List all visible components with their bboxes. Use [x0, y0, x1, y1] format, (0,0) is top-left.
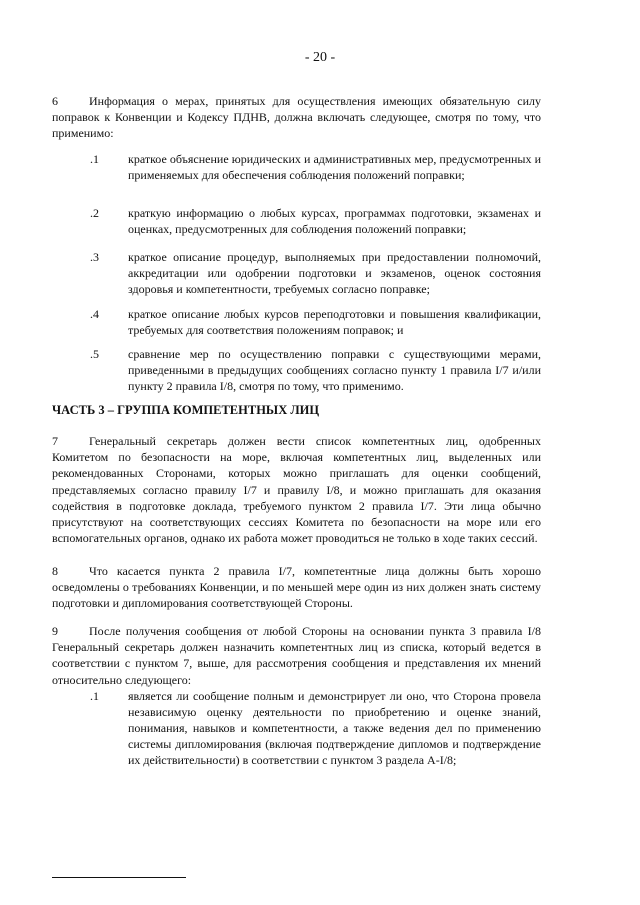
list-item	[90, 205, 541, 237]
list-item	[90, 306, 541, 338]
paragraph-number: 8	[52, 564, 58, 578]
list-item-number: .3	[90, 250, 99, 264]
list-item-text: краткое описание любых курсов переподготовки и повышения квалификации, требуемых для соответствия положениям поправок; и	[128, 307, 541, 337]
list-item-text: сравнение мер по осуществлению поправки с существующими мерами, приведенными в предыдущих сообщениях согласно пункту 1 правила I/7 и/или пункту 2 правила I/8, смотря по тому, что применимо.	[128, 347, 541, 393]
list-item-number: .2	[90, 206, 99, 220]
list-item-text: краткое объяснение юридических и административных мер, предусмотренных и применяемых для обеспечения соблюдения положений поправки;	[128, 152, 541, 182]
list-item-number: .5	[90, 347, 99, 361]
paragraph-text: Генеральный секретарь должен вести список компетентных лиц, одобренных Комитетом по безопасности на море, включая компетентных лиц, выделенных или рекомендованных Сторонами, которых можно приглашать для оценки сообщений, представляемых согласно правилу I/7 и правилу I/8, и можно приглашать для оказания содействия в подготовке доклада, требуемого пунктом 2 правила I/7. Эти лица обычно присутствуют на соответствующих сессиях Комитета по безопасности на море или его вспомогательных органов, однако их работа может проводиться не только в ходе таких сессий.	[52, 434, 541, 546]
paragraph-9	[52, 623, 541, 688]
list-item-text: является ли сообщение полным и демонстрирует ли оно, что Сторона провела независимую оценку деятельности по приобретению и оценке знаний, понимания, навыков и компетентности, а также ведения дел по применению системы дипломирования (включая подтверждение дипломов и подтверждение их действительности) в соответствии с пунктом 3 раздела A-I/8;	[128, 689, 541, 767]
paragraph-text: После получения сообщения от любой Стороны на основании пункта 3 правила I/8 Генеральный секретарь должен назначить компетентных лиц из списка, который ведется в соответствии с пунктом 7, выше, для рассмотрения сообщения и представления их мнений относительно следующего:	[52, 624, 541, 687]
list-item	[90, 151, 541, 183]
list-item	[90, 346, 541, 394]
paragraph-number: 6	[52, 94, 58, 108]
list-item-number: .1	[90, 152, 99, 166]
page-number: - 20 -	[304, 50, 336, 65]
list-item-number: .4	[90, 307, 99, 321]
list-item-number: .1	[90, 689, 99, 703]
paragraph-number: 9	[52, 624, 58, 638]
footer-rule	[52, 877, 186, 878]
paragraph-text: Что касается пункта 2 правила I/7, компетентные лица должны быть хорошо осведомлены о требованиях Конвенции, и по меньшей мере один из них должен знать систему подготовки и дипломирования соответствующей Стороны.	[52, 564, 541, 611]
paragraph-7	[52, 433, 541, 546]
list-item	[90, 249, 541, 297]
paragraph-text: Информация о мерах, принятых для осуществления имеющих обязательную силу поправок к Конвенции и Кодексу ПДНВ, должна включать следующее, смотря по тому, что применимо:	[52, 94, 541, 141]
paragraph-number: 7	[52, 434, 58, 448]
list-item-text: краткое описание процедур, выполняемых при предоставлении полномочий, аккредитации или одобрении подготовки и экзаменов, оценок состояния здоровья и компетентности, требуемых согласно поправке;	[128, 250, 541, 296]
list-item	[90, 688, 541, 768]
list-item-text: краткую информацию о любых курсах, программах подготовки, экзаменах и оценках, предусмотренных для соблюдения положений поправки;	[128, 206, 541, 236]
paragraph-6	[52, 93, 541, 142]
section-heading: ЧАСТЬ 3 – ГРУППА КОМПЕТЕНТНЫХ ЛИЦ	[52, 403, 320, 417]
paragraph-8	[52, 563, 541, 612]
